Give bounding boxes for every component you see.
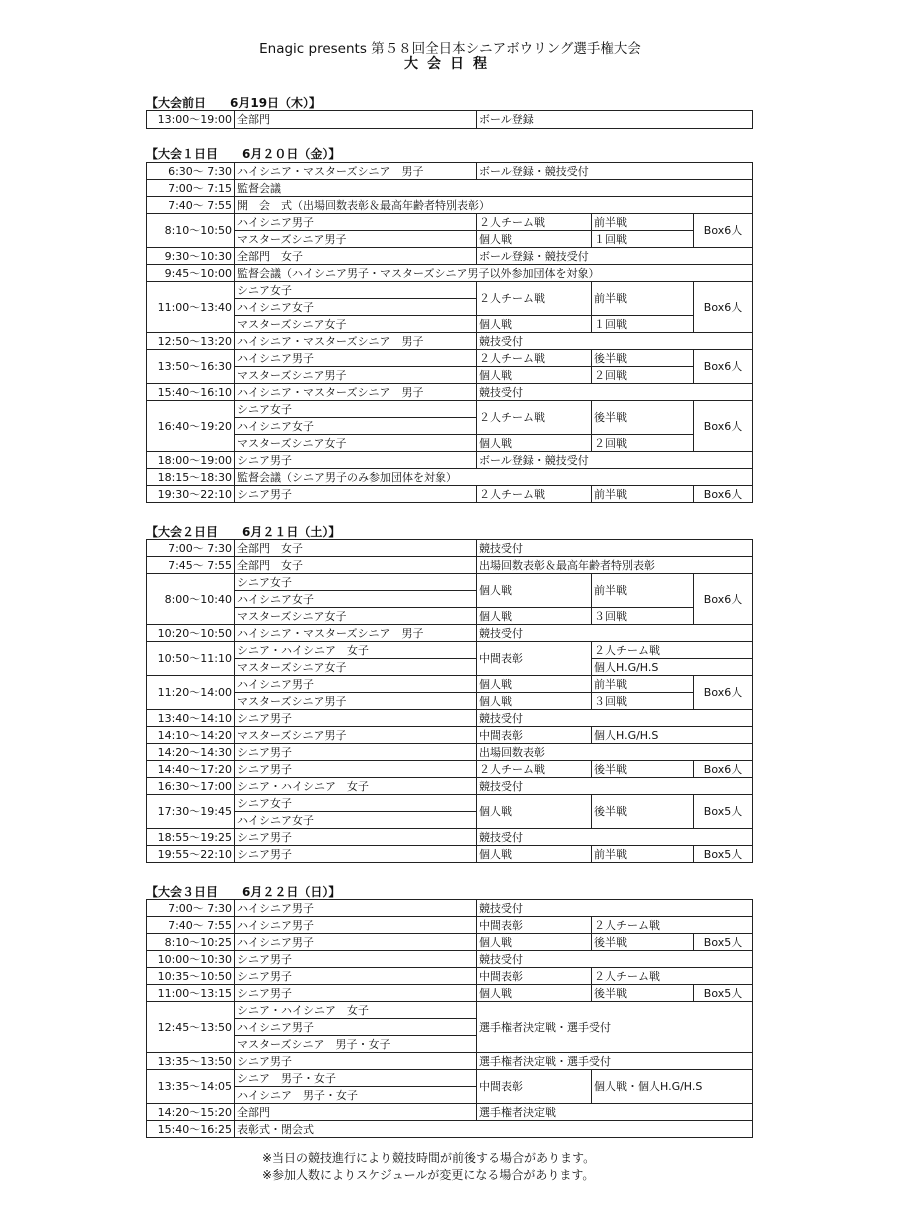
time-cell: 12:45～13:50 — [147, 1002, 235, 1053]
division-cell: シニア・ハイシニア 女子 — [235, 778, 477, 795]
time-cell: 14:10～14:20 — [147, 727, 235, 744]
event-cell: 表彰式・閉会式 — [235, 1121, 753, 1138]
time-cell: 13:35～13:50 — [147, 1053, 235, 1070]
event-cell: 競技受付 — [477, 951, 753, 968]
document-title: Enagic presents 第５８回全日本シニアボウリング選手権大会 — [259, 41, 641, 57]
time-cell: 16:30～17:00 — [147, 778, 235, 795]
section-header-day3: 【大会３日目 6月２２日（日）】 — [146, 885, 341, 899]
table-row — [147, 540, 753, 557]
division-cell: シニア・ハイシニア 女子 — [235, 642, 477, 659]
division-cell: ハイシニア・マスターズシニア 男子 — [235, 625, 477, 642]
time-cell: 9:45～10:00 — [147, 265, 235, 282]
round-cell: 個人H.G/H.S — [592, 727, 753, 744]
time-cell: 19:30～22:10 — [147, 486, 235, 503]
time-cell: 18:15～18:30 — [147, 469, 235, 486]
box-cell: Box5人 — [694, 934, 753, 951]
division-cell: ハイシニア女子 — [235, 299, 477, 316]
round-cell: 後半戦 — [592, 350, 694, 367]
event-cell: 個人戦 — [477, 435, 592, 452]
footnotes — [262, 1150, 595, 1184]
round-cell: １回戦 — [592, 231, 694, 248]
round-cell: 前半戦 — [592, 282, 694, 316]
table-row — [147, 846, 753, 863]
event-cell: 個人戦 — [477, 608, 592, 625]
time-cell: 14:20～14:30 — [147, 744, 235, 761]
time-cell: 6:30～ 7:30 — [147, 163, 235, 180]
round-cell: 前半戦 — [592, 214, 694, 231]
event-cell: 個人戦 — [477, 316, 592, 333]
table-row — [147, 985, 753, 1002]
division-cell: 全部門 女子 — [235, 557, 477, 574]
division-cell: マスターズシニア 男子・女子 — [235, 1036, 477, 1053]
table-row — [147, 435, 753, 452]
round-cell: 後半戦 — [592, 761, 694, 778]
table-row — [147, 778, 753, 795]
event-cell: 出場回数表彰＆最高年齢者特別表彰 — [477, 557, 753, 574]
round-cell: 前半戦 — [592, 486, 694, 503]
section-header-day2: 【大会２日目 6月２１日（土）】 — [146, 525, 341, 539]
time-cell: 11:20～14:00 — [147, 676, 235, 710]
table-row — [147, 1053, 753, 1070]
time-cell: 10:35～10:50 — [147, 968, 235, 985]
round-cell: ２回戦 — [592, 435, 694, 452]
event-cell: 個人戦 — [477, 693, 592, 710]
time-cell: 7:00～ 7:15 — [147, 180, 235, 197]
table-row — [147, 795, 753, 812]
box-cell: Box6人 — [694, 574, 753, 625]
event-cell: ２人チーム戦 — [477, 401, 592, 435]
time-cell: 12:50～13:20 — [147, 333, 235, 350]
division-cell: ハイシニア男子 — [235, 934, 477, 951]
table-row — [147, 642, 753, 659]
division-cell: ハイシニア 男子・女子 — [235, 1087, 477, 1104]
event-cell: 選手権者決定戦・選手受付 — [477, 1002, 753, 1053]
table-row — [147, 693, 753, 710]
round-cell: ２人チーム戦 — [592, 642, 753, 659]
time-cell: 8:10～10:50 — [147, 214, 235, 248]
event-cell: 個人戦 — [477, 846, 592, 863]
round-cell: ２回戦 — [592, 367, 694, 384]
time-cell: 8:00～10:40 — [147, 574, 235, 625]
division-cell: シニア女子 — [235, 795, 477, 812]
table-row — [147, 829, 753, 846]
footnote-timing: ※当日の競技進行により競技時間が前後する場合があります。 — [262, 1151, 596, 1165]
division-cell: 全部門 女子 — [235, 540, 477, 557]
division-cell: シニア・ハイシニア 女子 — [235, 1002, 477, 1019]
event-cell: 個人戦 — [477, 231, 592, 248]
event-cell: 出場回数表彰 — [477, 744, 753, 761]
box-cell: Box6人 — [694, 401, 753, 452]
table-row — [147, 659, 753, 676]
box-cell: Box5人 — [694, 846, 753, 863]
division-cell: ハイシニア男子 — [235, 214, 477, 231]
event-cell: 競技受付 — [477, 900, 753, 917]
event-cell: ボール登録・競技受付 — [477, 163, 753, 180]
division-cell: ハイシニア男子 — [235, 676, 477, 693]
division-cell: シニア男子 — [235, 968, 477, 985]
division-cell: シニア男子 — [235, 710, 477, 727]
round-cell: 前半戦 — [592, 574, 694, 608]
box-cell: Box6人 — [694, 350, 753, 384]
event-cell: 中間表彰 — [477, 1070, 592, 1104]
time-cell: 7:40～ 7:55 — [147, 917, 235, 934]
division-cell: シニア女子 — [235, 574, 477, 591]
division-cell: シニア男子 — [235, 846, 477, 863]
table-row — [147, 934, 753, 951]
event-cell: 個人戦 — [477, 795, 592, 829]
division-cell: シニア男子 — [235, 951, 477, 968]
event-cell: 競技受付 — [477, 384, 753, 401]
event-cell: 中間表彰 — [477, 968, 592, 985]
division-cell: シニア男子 — [235, 452, 477, 469]
table-row — [147, 951, 753, 968]
division-cell: シニア 男子・女子 — [235, 1070, 477, 1087]
table-row — [147, 574, 753, 591]
event-cell: 監督会議（シニア男子のみ参加団体を対象） — [235, 469, 753, 486]
division-cell: シニア男子 — [235, 761, 477, 778]
table-row — [147, 710, 753, 727]
table-row — [147, 917, 753, 934]
event-cell: 中間表彰 — [477, 642, 592, 676]
section-header-day-before: 【大会前日 6月19日（木）】 — [146, 96, 322, 110]
division-cell: マスターズシニア男子 — [235, 367, 477, 384]
table-row — [147, 744, 753, 761]
schedule-table-day-before — [146, 110, 753, 129]
time-cell: 15:40～16:25 — [147, 1121, 235, 1138]
division-cell: ハイシニア女子 — [235, 418, 477, 435]
time-cell: 13:50～16:30 — [147, 350, 235, 384]
time-cell: 9:30～10:30 — [147, 248, 235, 265]
table-row — [147, 676, 753, 693]
table-row — [147, 333, 753, 350]
time-cell: 7:00～ 7:30 — [147, 900, 235, 917]
time-cell: 14:20～15:20 — [147, 1104, 235, 1121]
box-cell: Box5人 — [694, 795, 753, 829]
table-row — [147, 265, 753, 282]
event-cell: 中間表彰 — [477, 727, 592, 744]
footnote-schedule-change: ※参加人数によりスケジュールが変更になる場合があります。 — [262, 1168, 595, 1182]
table-row — [147, 231, 753, 248]
division-cell: シニア男子 — [235, 985, 477, 1002]
table-row — [147, 248, 753, 265]
box-cell: Box6人 — [694, 761, 753, 778]
event-cell: ２人チーム戦 — [477, 214, 592, 231]
time-cell: 17:30～19:45 — [147, 795, 235, 829]
division-cell: 全部門 — [235, 1104, 477, 1121]
table-row — [147, 1070, 753, 1087]
round-cell: 後半戦 — [592, 985, 694, 1002]
round-cell: 個人H.G/H.S — [592, 659, 753, 676]
document-subtitle: 大会日程 — [404, 56, 496, 72]
time-cell: 7:40～ 7:55 — [147, 197, 235, 214]
event-cell: 中間表彰 — [477, 917, 592, 934]
event-cell: 選手権者決定戦・選手受付 — [477, 1053, 753, 1070]
division-cell: ハイシニア男子 — [235, 350, 477, 367]
event-cell: 個人戦 — [477, 934, 592, 951]
event-cell: 個人戦 — [477, 985, 592, 1002]
event-cell: 個人戦 — [477, 574, 592, 608]
division-cell: ハイシニア・マスターズシニア 男子 — [235, 163, 477, 180]
table-row — [147, 625, 753, 642]
time-cell: 15:40～16:10 — [147, 384, 235, 401]
event-cell: 選手権者決定戦 — [477, 1104, 753, 1121]
division-cell: マスターズシニア男子 — [235, 231, 477, 248]
round-cell: 前半戦 — [592, 846, 694, 863]
division-cell: シニア男子 — [235, 829, 477, 846]
division-cell: マスターズシニア女子 — [235, 316, 477, 333]
table-row — [147, 384, 753, 401]
time-cell: 13:40～14:10 — [147, 710, 235, 727]
table-row — [147, 197, 753, 214]
division-cell: ハイシニア男子 — [235, 1019, 477, 1036]
division-cell: マスターズシニア女子 — [235, 435, 477, 452]
table-row — [147, 452, 753, 469]
division-cell: 全部門 女子 — [235, 248, 477, 265]
division-cell: マスターズシニア女子 — [235, 608, 477, 625]
table-row — [147, 761, 753, 778]
division-cell: ハイシニア女子 — [235, 591, 477, 608]
schedule-table-day1 — [146, 162, 753, 503]
event-cell: 競技受付 — [477, 829, 753, 846]
table-row — [147, 316, 753, 333]
time-cell: 10:00～10:30 — [147, 951, 235, 968]
division-cell: シニア男子 — [235, 486, 477, 503]
table-row — [147, 486, 753, 503]
time-cell: 13:35～14:05 — [147, 1070, 235, 1104]
round-cell: １回戦 — [592, 316, 694, 333]
event-cell: ２人チーム戦 — [477, 486, 592, 503]
box-cell: Box6人 — [694, 282, 753, 333]
schedule-table-day3 — [146, 899, 753, 1138]
time-cell: 10:50～11:10 — [147, 642, 235, 676]
table-row — [147, 727, 753, 744]
table-row — [147, 968, 753, 985]
round-cell: 後半戦 — [592, 401, 694, 435]
division-cell: ハイシニア男子 — [235, 917, 477, 934]
time-cell: 11:00～13:40 — [147, 282, 235, 333]
time-cell: 10:20～10:50 — [147, 625, 235, 642]
table-row — [147, 900, 753, 917]
box-cell: Box6人 — [694, 486, 753, 503]
table-row — [147, 180, 753, 197]
round-cell: ２人チーム戦 — [592, 917, 753, 934]
table-row — [147, 401, 753, 418]
table-row — [147, 557, 753, 574]
time-cell: 16:40～19:20 — [147, 401, 235, 452]
section-header-day1: 【大会１日目 6月２０日（金）】 — [146, 147, 341, 161]
division-cell: シニア男子 — [235, 744, 477, 761]
division-cell: 全部門 — [235, 111, 477, 129]
time-cell: 18:55～19:25 — [147, 829, 235, 846]
time-cell: 7:00～ 7:30 — [147, 540, 235, 557]
division-cell: マスターズシニア男子 — [235, 727, 477, 744]
division-cell: ハイシニア・マスターズシニア 男子 — [235, 384, 477, 401]
round-cell: 個人戦・個人H.G/H.S — [592, 1070, 753, 1104]
division-cell: ハイシニア・マスターズシニア 男子 — [235, 333, 477, 350]
event-cell: ボール登録 — [477, 111, 753, 129]
round-cell: 後半戦 — [592, 795, 694, 829]
box-cell: Box6人 — [694, 214, 753, 248]
table-row — [147, 608, 753, 625]
box-cell: Box5人 — [694, 985, 753, 1002]
event-cell: ボール登録・競技受付 — [477, 248, 753, 265]
round-cell: ２人チーム戦 — [592, 968, 753, 985]
table-row — [147, 163, 753, 180]
event-cell: 競技受付 — [477, 778, 753, 795]
table-row — [147, 214, 753, 231]
round-cell: 後半戦 — [592, 934, 694, 951]
division-cell: マスターズシニア女子 — [235, 659, 477, 676]
table-row — [147, 1002, 753, 1019]
event-cell: 個人戦 — [477, 676, 592, 693]
box-cell: Box6人 — [694, 676, 753, 710]
table-row — [147, 350, 753, 367]
table-row — [147, 1121, 753, 1138]
event-cell: ２人チーム戦 — [477, 282, 592, 316]
schedule-table-day2 — [146, 539, 753, 863]
event-cell: 競技受付 — [477, 710, 753, 727]
round-cell: 前半戦 — [592, 676, 694, 693]
event-cell: 競技受付 — [477, 540, 753, 557]
event-cell: 開 会 式（出場回数表彰＆最高年齢者特別表彰） — [235, 197, 753, 214]
division-cell: マスターズシニア男子 — [235, 693, 477, 710]
table-row — [147, 367, 753, 384]
table-row — [147, 111, 753, 129]
time-cell: 14:40～17:20 — [147, 761, 235, 778]
division-cell: シニア女子 — [235, 282, 477, 299]
event-cell: ２人チーム戦 — [477, 761, 592, 778]
event-cell: 監督会議（ハイシニア男子・マスターズシニア男子以外参加団体を対象） — [235, 265, 753, 282]
table-row — [147, 1104, 753, 1121]
event-cell: ボール登録・競技受付 — [477, 452, 753, 469]
round-cell: ３回戦 — [592, 608, 694, 625]
division-cell: シニア男子 — [235, 1053, 477, 1070]
round-cell: ３回戦 — [592, 693, 694, 710]
time-cell: 18:00～19:00 — [147, 452, 235, 469]
division-cell: ハイシニア女子 — [235, 812, 477, 829]
time-cell: 8:10～10:25 — [147, 934, 235, 951]
time-cell: 19:55～22:10 — [147, 846, 235, 863]
time-cell: 11:00～13:15 — [147, 985, 235, 1002]
event-cell: 監督会議 — [235, 180, 753, 197]
time-cell: 13:00～19:00 — [147, 111, 235, 129]
event-cell: 競技受付 — [477, 333, 753, 350]
division-cell: ハイシニア男子 — [235, 900, 477, 917]
event-cell: 競技受付 — [477, 625, 753, 642]
event-cell: 個人戦 — [477, 367, 592, 384]
time-cell: 7:45～ 7:55 — [147, 557, 235, 574]
division-cell: シニア女子 — [235, 401, 477, 418]
table-row — [147, 469, 753, 486]
table-row — [147, 282, 753, 299]
event-cell: ２人チーム戦 — [477, 350, 592, 367]
